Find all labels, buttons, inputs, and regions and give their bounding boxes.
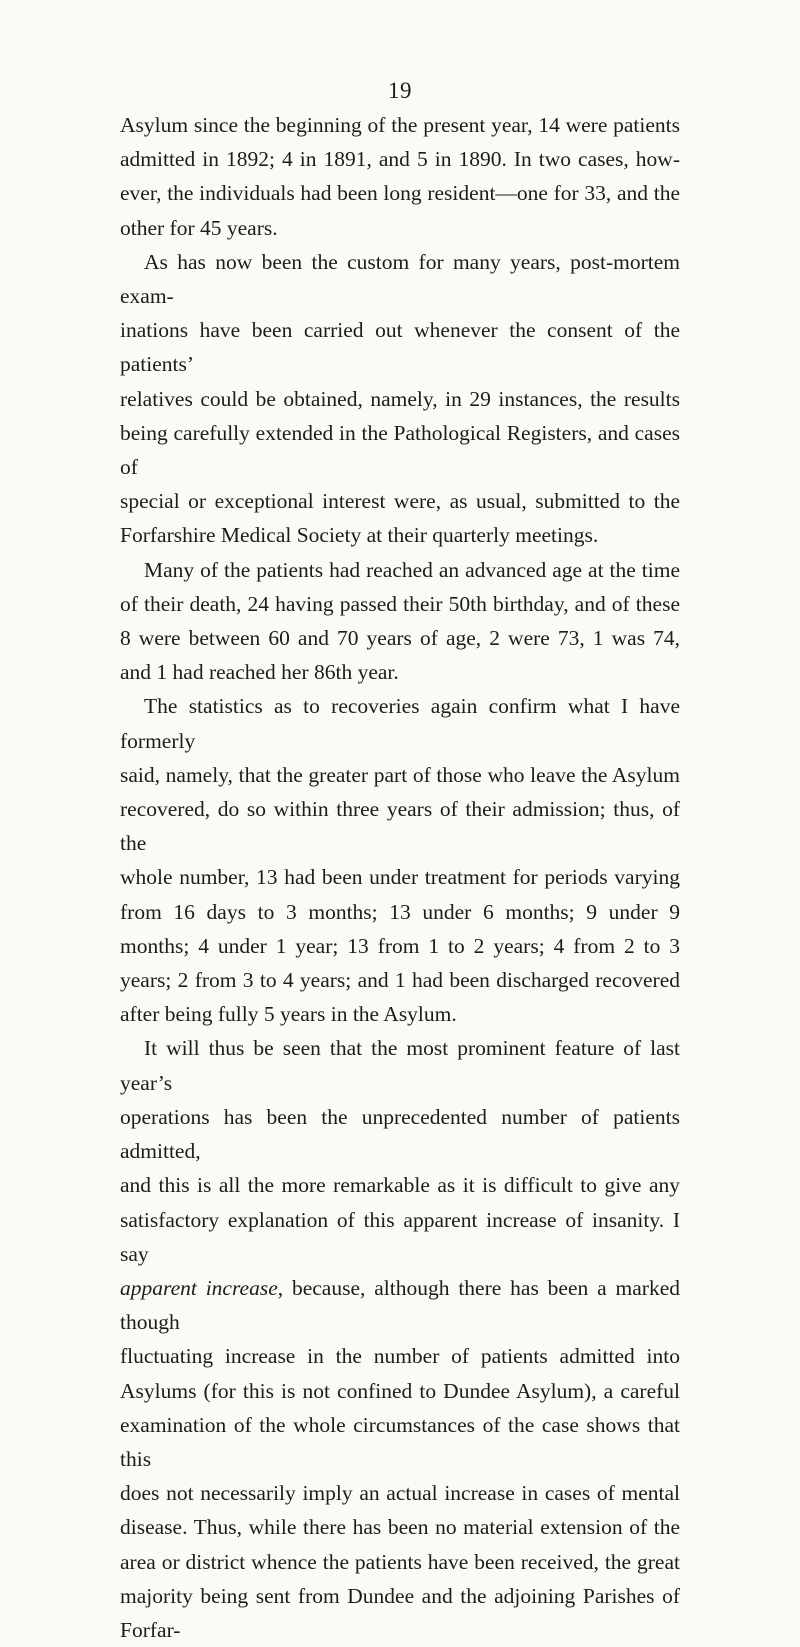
text-line: inations have been carried out whenever the consent of the patients’: [120, 318, 680, 377]
text-line: of their death, 24 having passed their 50th birthday, and of these: [120, 591, 680, 616]
italic-line-rest: , because, although there has been a marked though: [120, 1275, 680, 1335]
text-line: Asylum since the beginning of the present year, 14 were patients: [120, 113, 680, 137]
text-line: It will thus be seen that the most prominent feature of last year’s: [120, 1036, 680, 1095]
text-line: special or exceptional interest were, as usual, submitted to the: [120, 489, 680, 514]
text-line: ever, the individuals had been long resident—one for 33, and the: [120, 181, 680, 206]
text-line: majority being sent from Dundee and the adjoining Parishes of Forfar-: [120, 1583, 680, 1642]
text-line: does not necessarily imply an actual increase in cases of mental: [120, 1481, 680, 1506]
body-text: [120, 108, 680, 1647]
page-number: 19: [388, 78, 412, 103]
text-line: after being fully 5 years in the Asylum.: [120, 1002, 457, 1027]
text-line: relatives could be obtained, namely, in 29 instances, the results: [120, 386, 680, 411]
text-line: said, namely, that the greater part of those who leave the Asylum: [120, 762, 680, 787]
text-line: disease. Thus, while there has been no material extension of the: [120, 1515, 680, 1540]
paragraph: [120, 553, 680, 690]
text-line: being carefully extended in the Pathological Registers, and cases of: [120, 420, 680, 480]
text-line: fluctuating increase in the number of patients admitted into: [120, 1344, 680, 1369]
text-line: The statistics as to recoveries again confirm what I have formerly: [120, 694, 680, 753]
text-line: and 1 had reached her 86th year.: [120, 660, 399, 685]
text-line: As has now been the custom for many years, post-mortem exam-: [120, 249, 680, 309]
text-line: Asylums (for this is not confined to Dundee Asylum), a careful: [120, 1378, 680, 1403]
text-line: 8 were between 60 and 70 years of age, 2 were 73, 1 was 74,: [120, 626, 680, 651]
italic-phrase: apparent increase: [120, 1275, 278, 1300]
text-line: Forfarshire Medical Society at their quarterly meetings.: [120, 523, 599, 548]
text-line: and this is all the more remarkable as it is difficult to give any: [120, 1173, 680, 1198]
text-line: operations has been the unprecedented number of patients admitted,: [120, 1104, 680, 1164]
text-line: whole number, 13 had been under treatment for periods varying: [120, 865, 680, 890]
text-line: months; 4 under 1 year; 13 from 1 to 2 years; 4 from 2 to 3: [120, 933, 680, 958]
text-line: area or district whence the patients have been received, the great: [120, 1549, 680, 1574]
text-line: years; 2 from 3 to 4 years; and 1 had been discharged recovered: [120, 968, 680, 993]
text-line: examination of the whole circumstances of the case shows that this: [120, 1412, 680, 1471]
paragraph: [120, 245, 680, 553]
text-line: recovered, do so within three years of their admission; thus, of the: [120, 797, 680, 856]
text-line: from 16 days to 3 months; 13 under 6 months; 9 under 9: [120, 899, 680, 924]
text-line: Many of the patients had reached an advanced age at the time: [144, 557, 680, 582]
paragraph: [120, 1031, 680, 1647]
paragraph: [120, 689, 680, 1031]
text-line: [120, 1271, 680, 1339]
paragraph: [120, 108, 680, 245]
text-line: admitted in 1892; 4 in 1891, and 5 in 1890. In two cases, how-: [120, 147, 680, 172]
text-line: other for 45 years.: [120, 215, 278, 240]
text-line: satisfactory explanation of this apparent increase of insanity. I say: [120, 1207, 680, 1266]
